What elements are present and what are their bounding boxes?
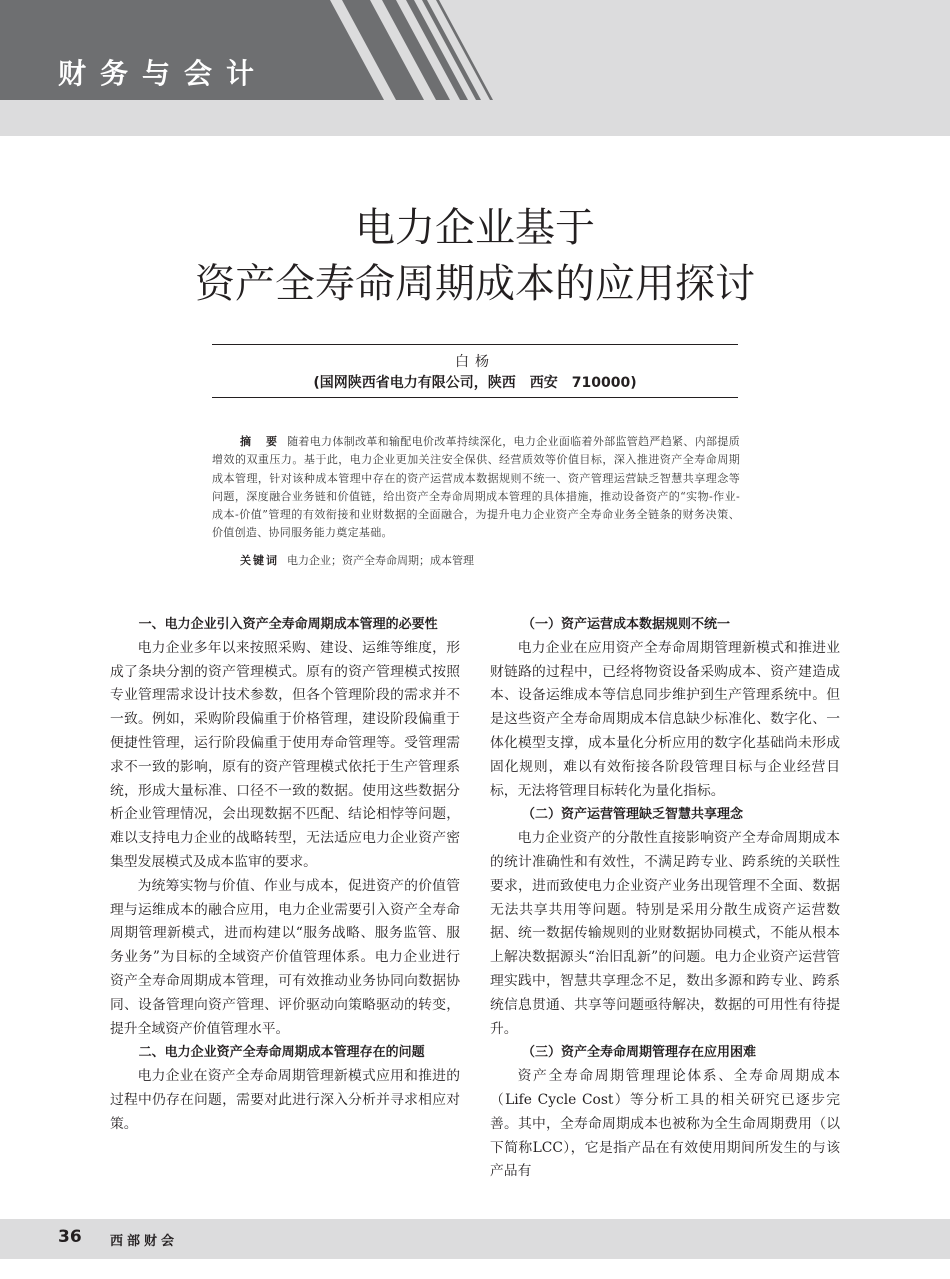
paragraph: 电力企业多年以来按照采购、建设、运维等维度，形成了条块分割的资产管理模式。原有的资产管理模式按照专业管理需求设计技术参数，但各个管理阶段的需求并不一致。例如，采购阶段偏重于价格管理，建设阶段偏重于便捷性管理，运行阶段偏重于使用寿命管理等。受管理需求不一致的影响，原有的资产管理模式依托于生产管理系统，形成大量标准、口径不一致的数据。使用这些数据分析企业管理情况，会出现数据不匹配、结论相悖等问题，难以支持电力企业的战略转型，无法适应电力企业资产密集型发展模式及成本监审的要求。 [110,639,460,870]
bottom-divider [212,397,738,398]
subsection-heading-3: （三）资产全寿命周期管理存在应用困难 [522,1045,757,1061]
paragraph: 电力企业资产的分散性直接影响资产全寿命周期成本的统计准确性和有效性，不满足跨专业、跨系统的关联性要求，进而致使电力企业资产业务出现管理不全面、数据无法共享共用等问题。特别是采用分散生成资产运营数据、统一数据传输规则的业财数据协同模式，不能从根本上解决数据源头“治旧乱新”的问题。电力企业资产运营管理实践中，智慧共享理念不足，数出多源和跨专业、跨系统信息贯通、共享等问题亟待解决，数据的可用性有待提升。 [490,830,840,1037]
right-column [490,613,840,1184]
paragraph: 电力企业在应用资产全寿命周期管理新模式和推进业财链路的过程中，已经将物资设备采购成本、资产建造成本、设备运维成本等信息同步维护到生产管理系统中。但是这些资产全寿命周期成本信息缺少标准化、数字化、一体化模型支撑，成本量化分析应用的数字化基础尚未形成固化规则，难以有效衔接各阶段管理目标与企业经营目标，无法将管理目标转化为量化指标。 [490,639,840,799]
top-divider [212,344,738,345]
article-title [0,200,950,312]
subsection-heading-2: （二）资产运营管理缺乏智慧共享理念 [522,807,744,823]
abstract [212,433,740,543]
section-heading-2: 二、电力企业资产全寿命周期成本管理存在的问题 [138,1045,425,1061]
title-line-2: 资产全寿命周期成本的应用探讨 [195,261,755,307]
author-affiliation: (国网陕西省电力有限公司，陕西 西安 710000) [313,375,637,391]
author-name: 白杨 [455,354,495,370]
journal-name: 西部财会 [110,1234,179,1249]
subsection-heading-1: （一）资产运营成本数据规则不统一 [522,617,731,632]
keywords-text: 电力企业；资产全寿命周期；成本管理 [287,554,474,567]
page-number: 36 [58,1227,82,1247]
paragraph: 资产全寿命周期管理理论体系、全寿命周期成本（Life Cycle Cost）等分析工具的相关研究已逐步完善。其中，全寿命周期成本也被称为全生命周期费用（以下简称LCC），它是指产品在有效使用期间所发生的与该产品有 [490,1068,840,1180]
left-column [110,613,460,1137]
section-heading-1: 一、电力企业引入资产全寿命周期成本管理的必要性 [138,617,438,632]
abstract-label: 摘 要 [240,435,280,448]
paragraph: 电力企业在资产全寿命周期管理新模式应用和推进的过程中仍存在问题，需要对此进行深入分析并寻求相应对策。 [110,1068,460,1132]
abstract-text: 随着电力体制改革和输配电价改革持续深化，电力企业面临着外部监管趋严趋紧、内部提质增效的双重压力。基于此，电力企业更加关注安全保供、经营质效等价值目标，深入推进资产全寿命周期成本管理，针对该种成本管理中存在的资产运营成本数据规则不统一、资产管理运营缺乏智慧共享理念等问题，深度融合业务链和价值链，给出资产全寿命周期成本管理的具体措施，推动设备资产的“实物-作业-成本-价值”管理的有效衔接和业财数据的全面融合，为提升电力企业资产全寿命业务全链条的财务决策、价值创造、协同服务能力奠定基础。 [212,435,741,540]
section-tag: 财务与会计 [58,57,269,90]
title-line-1: 电力企业基于 [355,205,595,251]
keywords [240,552,474,568]
keywords-label: 关键词 [240,554,279,567]
paragraph: 为统筹实物与价值、作业与成本，促进资产的价值管理与运维成本的融合应用，电力企业需要引入资产全寿命周期管理新模式，进而构建以“服务战略、服务监管、服务业务”为目标的全域资产价值管理体系。电力企业进行资产全寿命周期成本管理，可有效推动业务协同向数据协同、设备管理向资产管理、评价驱动向策略驱动的转变，提升全域资产价值管理水平。 [110,877,460,1037]
